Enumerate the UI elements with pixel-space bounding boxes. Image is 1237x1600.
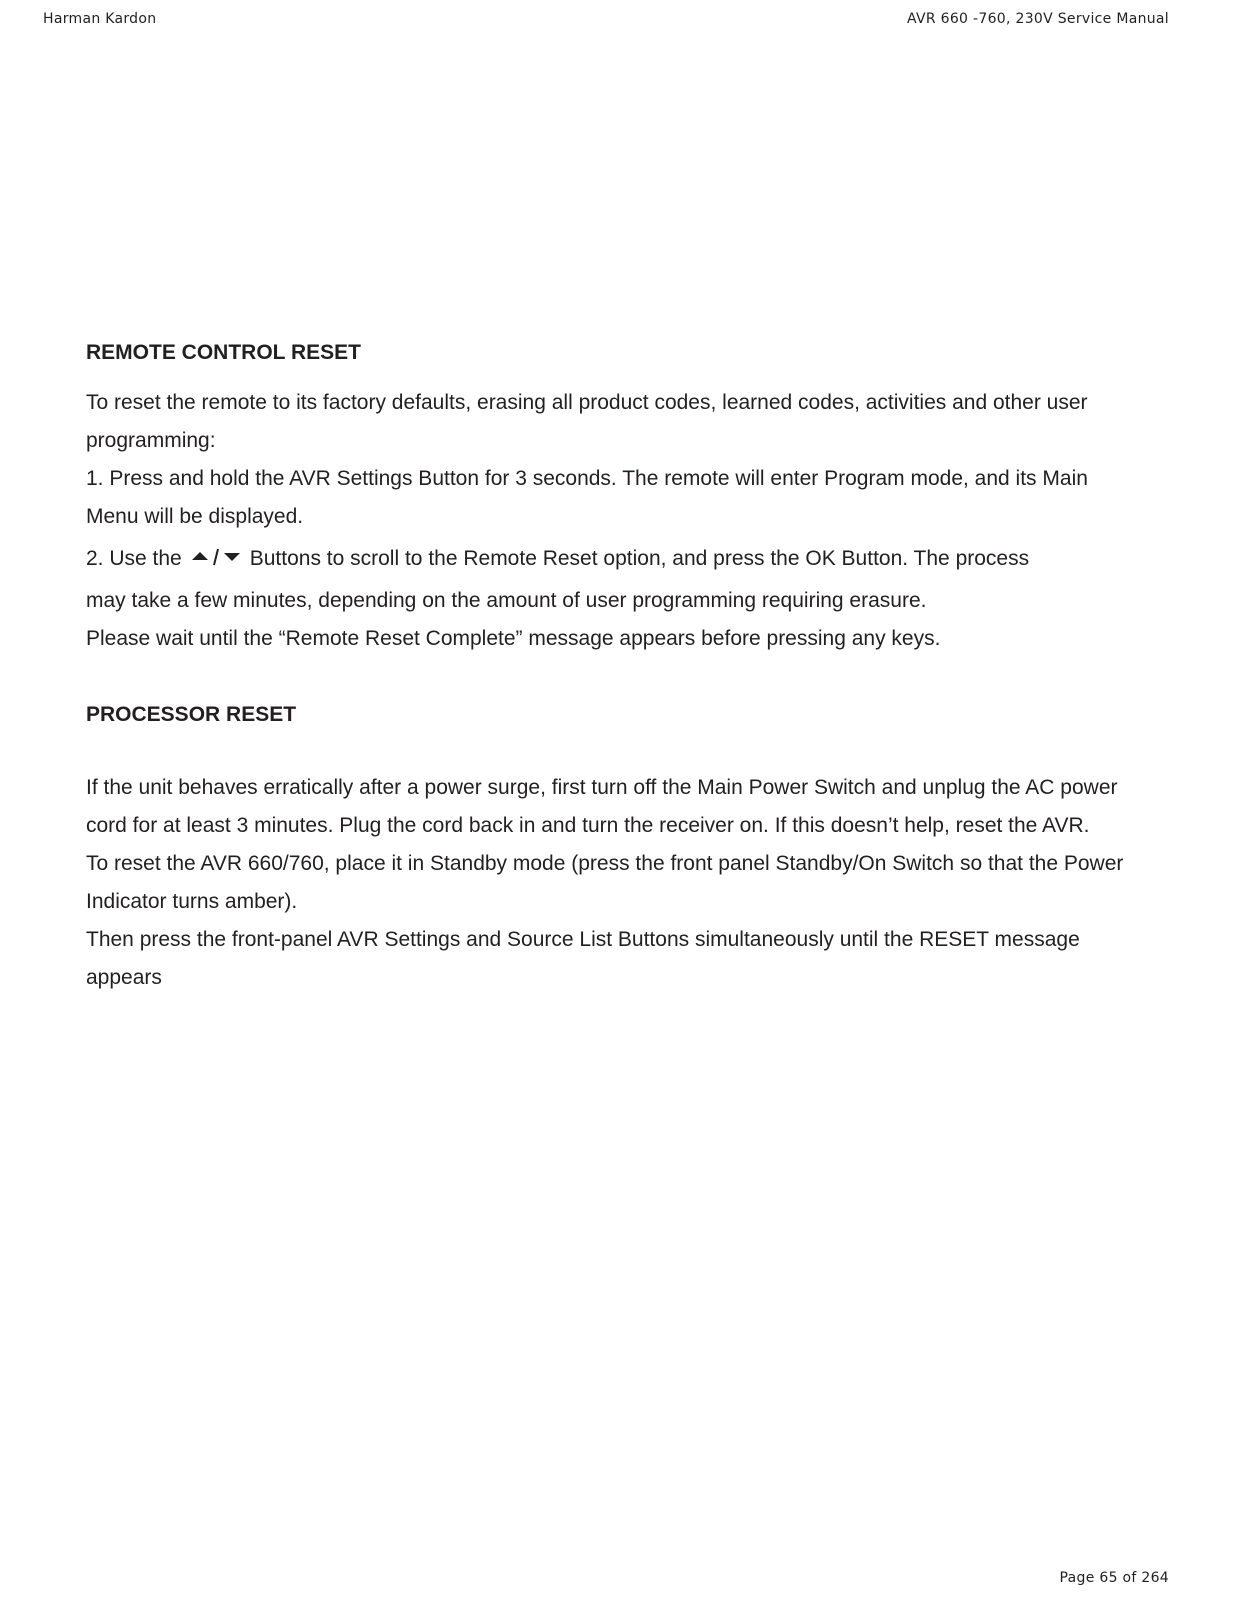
remote-reset-wait: Please wait until the “Remote Reset Complete” message appears before pressing any keys. [86,627,941,650]
remote-reset-body [86,384,1126,536]
processor-reset-para-3: Then press the front-panel AVR Settings and Source List Buttons simultaneously until the RESET message appears [86,928,1080,989]
processor-reset-para-1: If the unit behaves erratically after a power surge, first turn off the Main Power Switch and unplug the AC power cord for at least 3 minutes. Plug the cord back in and turn the receiver on. If this doesn’t help, reset the AVR. [86,776,1118,837]
remote-reset-step-2 [86,540,1126,578]
remote-reset-intro: To reset the remote to its factory defaults, erasing all product codes, learned codes, activities and other user programming: [86,391,1088,452]
processor-reset-heading: PROCESSOR RESET [86,703,297,726]
remote-reset-cont [86,582,1126,658]
up-down-arrows-icon [188,543,244,569]
processor-reset-section [86,702,1126,728]
step-2-after-text: Buttons to scroll to the Remote Reset option, and press the OK Button. The process [249,547,1030,570]
remote-reset-step-2-line [86,540,1126,578]
remote-reset-heading: REMOTE CONTROL RESET [86,341,361,364]
header-right-title: AVR 660 -760, 230V Service Manual [907,11,1169,27]
processor-reset-para-2: To reset the AVR 660/760, place it in Standby mode (press the front panel Standby/On Switch so that the Power Indicator turns amber). [86,852,1124,913]
remote-reset-step-1: 1. Press and hold the AVR Settings Button for 3 seconds. The remote will enter Program mode, and its Main Menu will be displayed. [86,467,1088,528]
header-left-brand: Harman Kardon [43,11,157,27]
remote-reset-section [86,340,1126,366]
remote-reset-step-2-cont: may take a few minutes, depending on the amount of user programming requiring erasure. [86,589,927,612]
step-2-before-text: 2. Use the [86,547,182,570]
processor-reset-body [86,769,1126,997]
page-number: Page 65 of 264 [1059,1570,1169,1586]
